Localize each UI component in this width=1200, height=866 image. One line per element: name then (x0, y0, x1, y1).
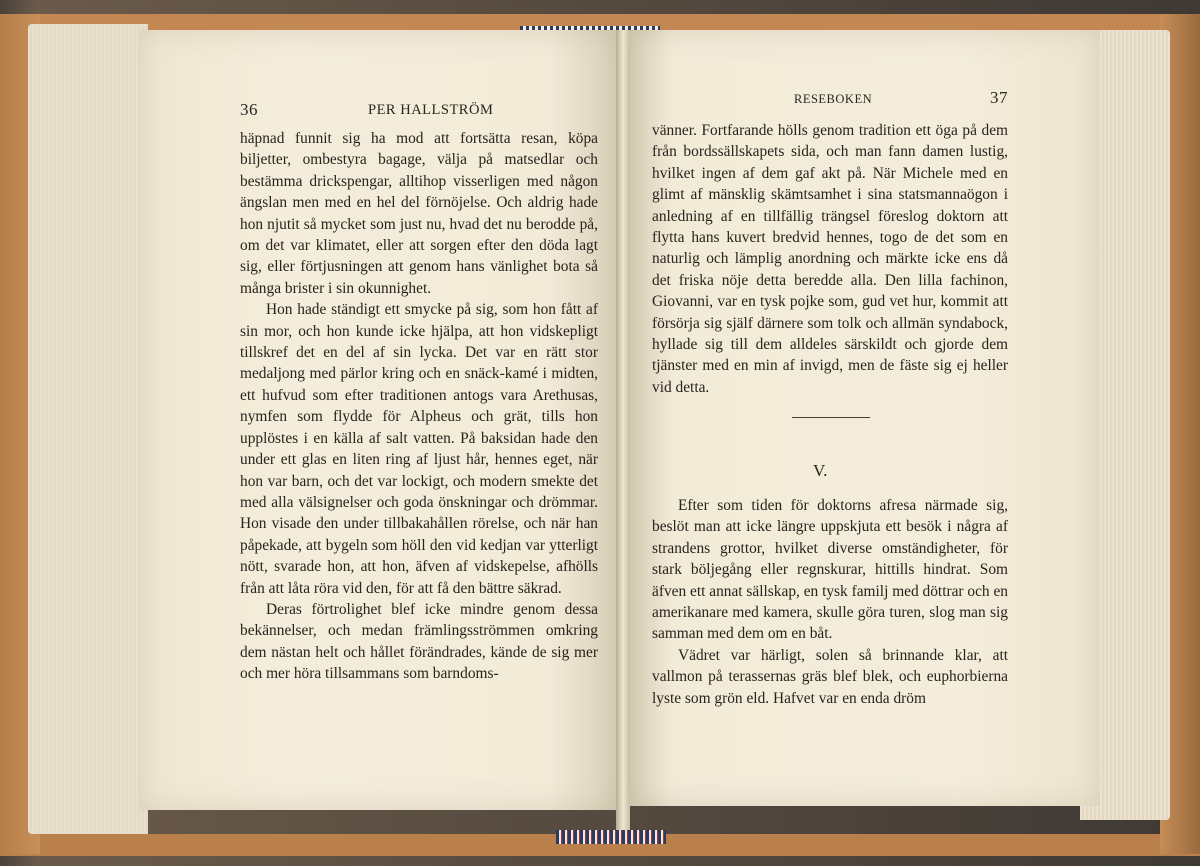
right-paragraph: Vädret var härligt, solen så brinnande klar, att vallmon på terassernas gräs blef blek, och euphorbierna lyste som grön eld. Hafvet var en enda dröm (652, 646, 1008, 707)
left-paragraph: Deras förtrolighet blef icke mindre genom dessa bekännelser, och medan främlingsströmmen omkring dem nästan helt och hållet förändrades, kände de sig mer och mer höra tillsammans som barndoms- (240, 600, 598, 683)
left-page-text (240, 128, 598, 685)
right-running-head: RESEBOKEN (794, 92, 873, 106)
left-page-number: 36 (240, 100, 258, 119)
left-paragraph: häpnad funnit sig ha mod att fortsätta resan, köpa biljetter, ombestyra bagage, välja på matsedlar och bestämma drickspengar, alltihop visserligen med någon ängslan men med en hel del förnöjelse. Och aldrig hade hon njutit så mycket som just nu, hvad det nu berodde på, om det var klimatet, eller att sorgen efter den döda lagt sig, eller förtjusningen att genom hans vänlighet bota så många brister i sin okunnighet. (240, 130, 598, 297)
section-divider (792, 417, 870, 418)
right-page-number: 37 (990, 88, 1008, 107)
right-paragraph: vänner. Fortfarande hölls genom tradition ett öga på dem från bordssällskapets sida, och man fann damen lustig, hvilket ingen af dem gaf akt på. När Michele med en glimt af mänsklig skämtsamhet i sina statsmannaögon i anledning af en tillfällig trängsel föreslog doktorn att flytta hans kuvert bredvid hennes, togo de det som en naturlig och lämplig anordning och märkte icke ens då det friska nöje detta beredde alla. Den lilla fachinon, Giovanni, var en tysk pojke som, gud vet hur, kommit att försörja sig själf därnere som tolk och allmän syndabock, hyllade sig till dem alldeles särskildt och gjorde dem tjänster med en min af invigd, men de fäste sig ej heller vid detta. (652, 122, 1008, 396)
book-gutter (616, 30, 630, 830)
right-page-text-top (652, 120, 1008, 398)
binding-stitch-bottom (556, 830, 666, 844)
right-paragraph: Efter som tiden för doktorns afresa närmade sig, beslöt man att icke längre uppskjuta ett besök i några af strandens grottor, hvilket diverse omständigheter, för stark böljegång eller regnskurar, hittills hindrat. Som äfven ett annat sällskap, en tysk familj med döttrar och en amerikanare med kamera, skulle göra turen, slog man sig samman med dem om en båt. (652, 497, 1009, 643)
right-page-text-bottom (652, 495, 1008, 709)
left-paragraph: Hon hade ständigt ett smycke på sig, som hon fått af sin mor, och hon kunde icke hjälpa, att hon vidskepligt tillskref det en del af sin lycka. Det var en rätt stor medaljong med pärlor kring och en snäck-kamé i midten, ett hufvud som efter traditionen antogs vara Arethusas, nymfen som flydde för Alpheus och grät, tills hon upplöstes i en källa af salt vatten. På baksidan hade den under ett glas en liten ring af ljust hår, hennes eget, när hon var barn, och det var lockigt, och modern smekte det med alla välsignelser och goda önskningar och drömmar. Hon visade den under tillbakahållen rörelse, och när han påpekade, att bygeln som höll den vid kedjan var ytterligt nött, svarade hon, att hon, äfven af vidskepelse, afhölls från att låta röra vid den, för att få den bättre säkrad. (240, 301, 598, 597)
chapter-heading: V. (813, 461, 828, 480)
page-edges-left (28, 24, 148, 834)
left-running-head: PER HALLSTRÖM (368, 102, 494, 118)
